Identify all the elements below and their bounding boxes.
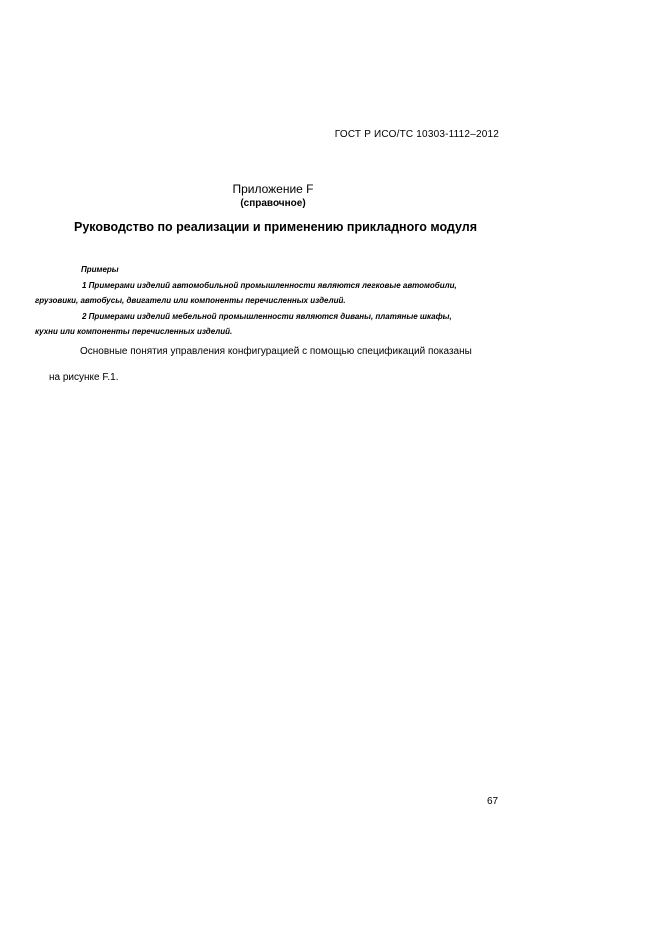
example-2-line-1: 2 Примерами изделий мебельной промышленности являются диваны, платяные шкафы,	[82, 312, 452, 321]
example-1-line-2: грузовики, автобусы, двигатели или компоненты перечисленных изделий.	[35, 296, 346, 305]
document-code-header: ГОСТ Р ИСО/ТС 10303-1112–2012	[334, 129, 499, 140]
page-number: 67	[487, 796, 499, 807]
annex-heading: Руководство по реализации и применению прикладного модуля	[74, 220, 478, 234]
example-1-line-1: 1 Примерами изделий автомобильной промышленности являются легковые автомобили,	[82, 281, 457, 290]
body-paragraph-line-2: на рисунке F.1.	[49, 372, 119, 383]
example-2-line-2: кухни или компоненты перечисленных изделий.	[35, 327, 233, 336]
annex-title: Приложение F	[232, 182, 314, 196]
annex-subtitle: (справочное)	[240, 198, 306, 209]
examples-label: Примеры	[81, 265, 119, 274]
body-paragraph-line-1: Основные понятия управления конфигурацией с помощью спецификаций показаны	[80, 346, 472, 357]
